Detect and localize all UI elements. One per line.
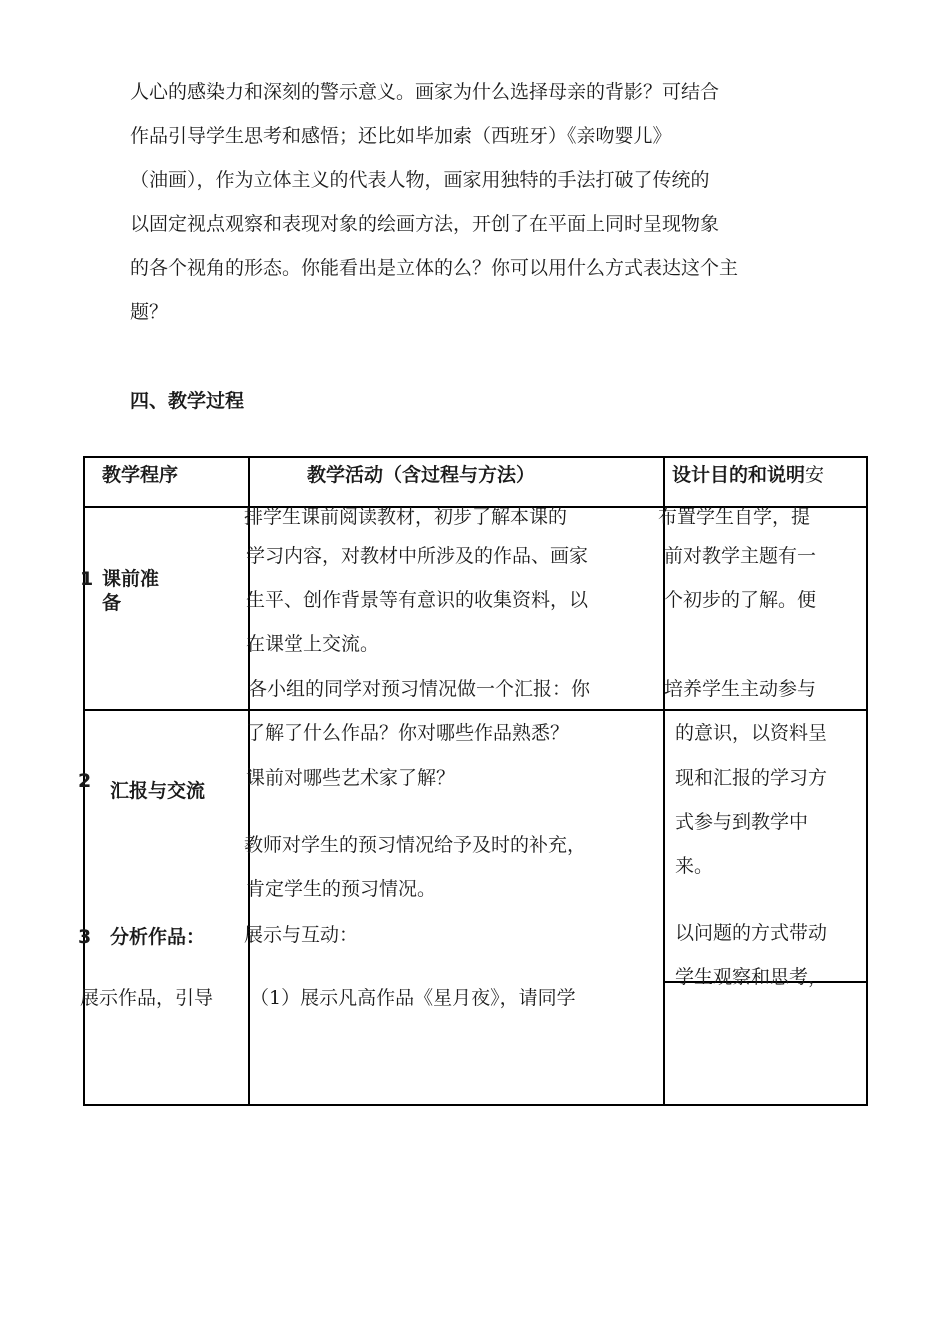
row2-label: 汇报与交流 bbox=[110, 780, 206, 802]
table-border-bottom bbox=[83, 1104, 867, 1106]
row2-purpose-line: 式参与到教学中 bbox=[675, 811, 809, 833]
row3-activity-line: 展示与互动： bbox=[244, 924, 359, 946]
row3-label: 分析作品： bbox=[110, 926, 206, 948]
row2-activity-line: 各小组的同学对预习情况做一个汇报：你 bbox=[248, 678, 591, 700]
paragraph-line: 的各个视角的形态。你能看出是立体的么？你可以用什么方式表达这个主 bbox=[130, 257, 739, 279]
row2-activity-line: 了解了什么作品？你对哪些作品熟悉？ bbox=[246, 722, 570, 744]
row1-label-cont: 备 bbox=[102, 592, 122, 614]
row1-activity-line: 生平、创作背景等有意识的收集资料，以 bbox=[246, 589, 589, 611]
row2-activity-line: 课前对哪些艺术家了解？ bbox=[246, 767, 456, 789]
row3-purpose-line: 学生观察和思考， bbox=[675, 966, 828, 988]
table-border-top bbox=[83, 456, 867, 458]
paragraph-line: 人心的感染力和深刻的警示意义。画家为什么选择母亲的背影？可结合 bbox=[130, 81, 720, 103]
row1-activity-line: 排学生课前阅读教材，初步了解本课的 bbox=[244, 506, 568, 528]
row1-number: 1 bbox=[80, 568, 94, 590]
header-activity: 教学活动（含过程与方法） bbox=[307, 464, 536, 486]
paragraph-line: 题？ bbox=[130, 301, 169, 323]
row2-purpose-line: 来。 bbox=[675, 855, 714, 877]
row1-activity-line: 学习内容，对教材中所涉及的作品、画家 bbox=[246, 545, 589, 567]
table-border-right bbox=[866, 456, 868, 1106]
header-purpose-text: 设计目的和说明 bbox=[672, 464, 806, 486]
row2-number: 2 bbox=[78, 770, 92, 792]
row1-activity-line: 在课堂上交流。 bbox=[246, 633, 380, 655]
row2-activity-line: 肯定学生的预习情况。 bbox=[246, 878, 437, 900]
row3-activity-line: （1）展示凡高作品《星月夜》，请同学 bbox=[250, 987, 576, 1009]
paragraph-line: 作品引导学生思考和感悟；还比如毕加索（西班牙）《亲吻婴儿》 bbox=[130, 125, 672, 147]
header-purpose-overflow: 安 bbox=[805, 464, 825, 486]
row1-purpose-line: 个初步的了解。便 bbox=[664, 589, 817, 611]
row1-purpose-line: 布置学生自学，提 bbox=[658, 506, 811, 528]
row1-purpose-line: 前对教学主题有一 bbox=[664, 545, 817, 567]
header-procedure: 教学程序 bbox=[102, 464, 179, 486]
row3-number: 3 bbox=[78, 926, 92, 948]
row3-purpose-line: 以问题的方式带动 bbox=[675, 922, 828, 944]
row2-purpose-line: 现和汇报的学习方 bbox=[675, 767, 828, 789]
row2-activity-line: 教师对学生的预习情况给予及时的补充， bbox=[244, 834, 587, 856]
header-purpose bbox=[672, 463, 824, 487]
section-heading: 四、教学过程 bbox=[130, 390, 245, 412]
row1-label: 课前准 bbox=[102, 568, 160, 590]
row2-purpose-line: 的意识，以资料呈 bbox=[675, 722, 828, 744]
paragraph-line: （油画），作为立体主义的代表人物，画家用独特的手法打破了传统的 bbox=[130, 169, 710, 191]
row3-side-text: 展示作品，引导 bbox=[80, 987, 214, 1009]
row2-purpose-line: 培养学生主动参与 bbox=[664, 678, 817, 700]
paragraph-line: 以固定视点观察和表现对象的绘画方法，开创了在平面上同时呈现物象 bbox=[130, 213, 720, 235]
table-row-divider bbox=[83, 709, 867, 711]
